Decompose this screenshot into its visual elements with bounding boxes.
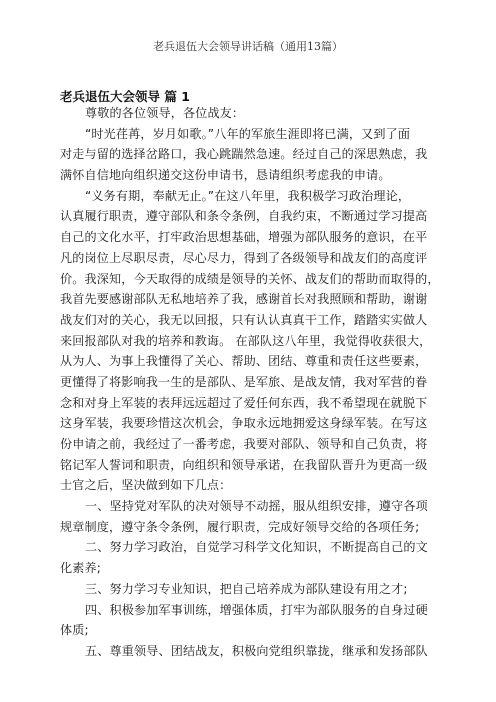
document-title: 老兵退伍大会领导讲话稿（通用13篇）: [153, 40, 343, 53]
paragraph-line: 凡的岗位上尽职尽责，尽心尽力，得到了各级领导和战友们的高度评: [60, 250, 428, 265]
paragraph-line: 铭记军人誓词和职责，向组织和领导承诺，在我留队晋升为更高一级: [60, 457, 428, 472]
section-heading: 老兵退伍大会领导 篇 1: [60, 89, 190, 104]
paragraph-line: 来回报部队对我的培养和教诲。 在部队这八年里，我觉得收获很大，: [60, 333, 432, 348]
paragraph-line: 我首先要感谢部队无私地培养了我，感谢首长对我照顾和帮助，谢谢: [60, 292, 428, 307]
paragraph-line: 这身军装，我要珍惜这次机会，争取永远地拥爱这身绿军装。在写这: [60, 416, 428, 431]
paragraph-line: 体质;: [60, 623, 89, 638]
document-body: [60, 103, 441, 662]
paragraph-line: 四、积极参加军事训练，增强体质，打牢为部队服务的自身过硬: [85, 602, 428, 617]
paragraph-line: 化素养;: [60, 561, 101, 576]
paragraph-line: 二、努力学习政治，自觉学习科学文化知识，不断提高自己的文: [85, 540, 428, 555]
paragraph-line: 满怀自信地向组织递交这份申请书，恳请组织考虑我的申请。: [60, 168, 391, 183]
paragraph-line: 认真履行职责，遵守部队和条令条例，自我约束，不断通过学习提高: [60, 209, 428, 224]
paragraph-line: 规章制度，遵守条令条例，履行职责，完成好领导交给的各项任务;: [60, 519, 420, 534]
paragraph-line: 五、尊重领导、团结战友，积极向党组织靠拢，继承和发扬部队: [85, 643, 428, 658]
paragraph-line: 三、努力学习专业知识，把自己培养成为部队建设有用之才;: [85, 581, 408, 596]
paragraph-line: 份申请之前，我经过了一番考虑，我要对部队、领导和自己负责，将: [60, 437, 428, 451]
paragraph-line: 尊敬的各位领导，各位战友：: [85, 106, 245, 120]
paragraph-line: 自己的文化水平，打牢政治思想基础，增强为部队服务的意识，在平: [60, 230, 428, 245]
paragraph-line: 从为人、为事上我懂得了关心、帮助、团结、尊重和责任这些要素，: [60, 354, 428, 369]
paragraph-line: 战友们对的关心，我无以回报，只有认认真真干工作，踏踏实实做人: [60, 312, 428, 327]
paragraph-line: “义务有期，奉献无止。”在这八年里，我积极学习政治理论，: [85, 188, 411, 203]
paragraph-line: 更懂得了将影响我一生的是部队、是军旅、是战友情，我对军营的眷: [60, 374, 428, 389]
paragraph-line: 价。我深知，今天取得的成绩是领导的关怀、战友们的帮助而取得的，: [60, 271, 440, 286]
paragraph-line: 念和对身上军装的表拜远远超过了爱任何东西，我不希望现在就脱下: [60, 395, 428, 410]
paragraph-line: “时光荏苒，岁月如歌。”八年的军旅生涯即将已满，又到了面: [85, 126, 411, 141]
paragraph-line: 对走与留的选择岔路口，我心跳踹然急速。经过自己的深思熟虑，我: [60, 147, 428, 162]
paragraph-line: 士官之后，坚决做到如下几点：: [60, 478, 232, 493]
paragraph-line: 一、坚持党对军队的决对领导不动摇，服从组织安排，遵守各项: [85, 499, 428, 514]
